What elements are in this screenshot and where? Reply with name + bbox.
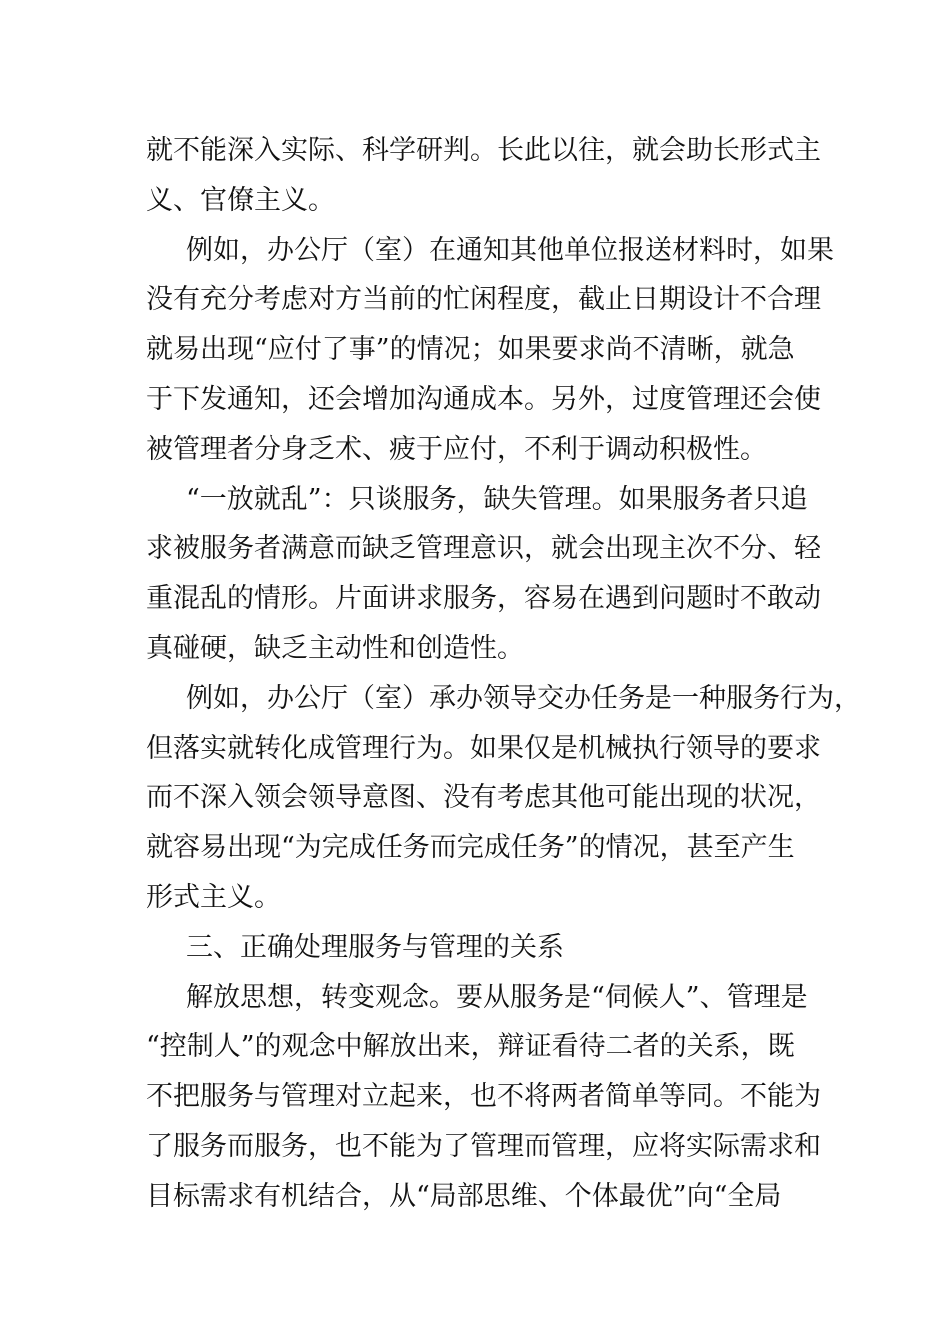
text-line: 真碰硬，缺乏主动性和创造性。 xyxy=(146,632,524,664)
text-line: 但落实就转化成管理行为。如果仅是机械执行领导的要求 xyxy=(146,732,821,764)
text-line: 就不能深入实际、科学研判。长此以往，就会助长形式主 xyxy=(146,135,821,166)
text-line: 就易出现“应付了事”的情况；如果要求尚不清晰，就急 xyxy=(146,334,795,366)
paragraph-start-line: 例如，办公厅（室）在通知其他单位报送材料时，如果 xyxy=(186,234,834,266)
text-line: 求被服务者满意而缺乏管理意识，就会出现主次不分、轻 xyxy=(146,533,821,565)
text-line: “控制人”的观念中解放出来，辩证看待二者的关系，既 xyxy=(146,1031,795,1063)
paragraph-start-line: 解放思想，转变观念。要从服务是“伺候人”、管理是 xyxy=(186,981,808,1013)
text-line: 形式主义。 xyxy=(146,881,281,913)
text-line: 于下发通知，还会增加沟通成本。另外，过度管理还会使 xyxy=(146,383,821,415)
text-line: 了服务而服务，也不能为了管理而管理，应将实际需求和 xyxy=(146,1130,821,1162)
text-line: 重混乱的情形。片面讲求服务，容易在遇到问题时不敢动 xyxy=(146,583,821,615)
section-heading: 三、正确处理服务与管理的关系 xyxy=(186,931,564,963)
text-line: 被管理者分身乏术、疲于应付，不利于调动积极性。 xyxy=(146,433,767,465)
text-line: 就容易出现“为完成任务而完成任务”的情况，甚至产生 xyxy=(146,832,795,864)
text-line: 不把服务与管理对立起来，也不将两者简单等同。不能为 xyxy=(146,1081,821,1113)
paragraph-start-line: “一放就乱”：只谈服务，缺失管理。如果服务者只追 xyxy=(186,483,808,515)
text-line: 而不深入领会领导意图、没有考虑其他可能出现的状况， xyxy=(146,782,821,814)
paragraph-start-line: 例如，办公厅（室）承办领导交办任务是一种服务行为， xyxy=(186,682,861,714)
text-line: 没有充分考虑对方当前的忙闲程度，截止日期设计不合理 xyxy=(146,284,821,316)
text-line: 义、官僚主义。 xyxy=(146,184,335,216)
body-text xyxy=(146,126,861,1222)
text-line: 目标需求有机结合，从“局部思维、个体最优”向“全局 xyxy=(146,1180,782,1212)
